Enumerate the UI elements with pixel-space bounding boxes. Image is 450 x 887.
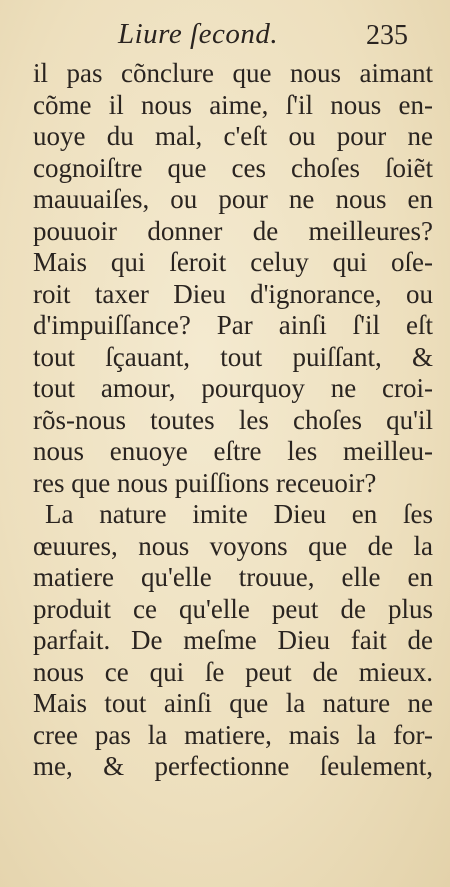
text-line: produit ce qu'elle peut de plus xyxy=(33,593,433,624)
text-line: Mais tout ainſi que la nature ne xyxy=(33,688,433,718)
text-line: d'impuiſſance? Par ainſi ſ'il eſt xyxy=(33,310,433,340)
text-line: uoye du mal, c'eſt ou pour ne xyxy=(33,121,433,151)
text-line: matiere qu'elle trouue, elle en xyxy=(33,562,433,592)
text-line: œuures, nous voyons que de la xyxy=(33,530,433,561)
page-number: 235 xyxy=(366,20,408,51)
running-head xyxy=(0,14,450,54)
text-line: il pas cõnclure que nous aimant xyxy=(33,58,433,88)
text-line: tout amour, pourquoy ne croi- xyxy=(33,373,433,403)
text-line: La nature imite Dieu en ſes xyxy=(45,499,433,529)
text-line: nous enuoye eſtre les meilleu- xyxy=(33,436,433,466)
text-line: tout ſçauant, tout puiſſant, & xyxy=(33,341,433,372)
text-line: pouuoir donner de meilleures? xyxy=(33,215,433,246)
text-line: rõs-nous toutes les choſes qu'il xyxy=(33,404,433,435)
text-line: cognoiſtre que ces choſes ſoiẽt xyxy=(33,152,433,183)
text-line: res que nous puiſſions receuoir? xyxy=(33,467,377,498)
text-line: parfait. De meſme Dieu fait de xyxy=(33,625,433,655)
text-line: Mais qui ſeroit celuy qui oſe- xyxy=(33,247,433,277)
text-line: me, & perfectionne ſeulement, xyxy=(33,751,433,781)
text-line: nous ce qui ſe peut de mieux. xyxy=(33,656,433,687)
paragraph-2 xyxy=(33,499,433,783)
text-line: mauuaiſes, ou pour ne nous en xyxy=(33,184,433,214)
paragraph-1 xyxy=(33,58,433,499)
body-text xyxy=(33,58,433,783)
text-line: roit taxer Dieu d'ignorance, ou xyxy=(33,278,433,309)
text-line: cree pas la matiere, mais la for- xyxy=(33,719,433,750)
text-line: cõme il nous aime, ſ'il nous en- xyxy=(33,89,433,120)
blank-lower-margin xyxy=(0,810,450,887)
running-title: Liure ſecond. xyxy=(118,18,279,50)
